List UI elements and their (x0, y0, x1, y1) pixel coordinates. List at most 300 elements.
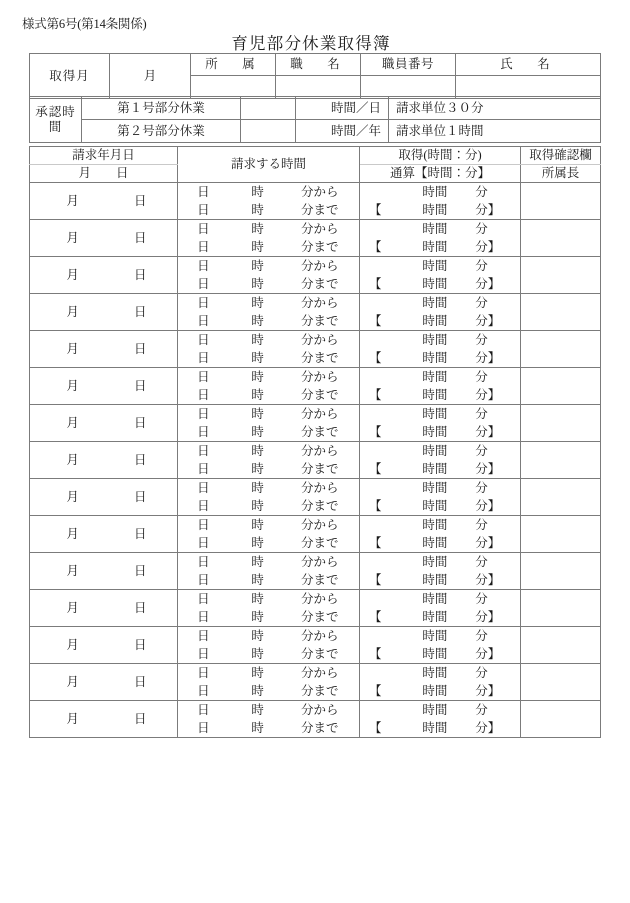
claim-to-day[interactable]: 日 (197, 313, 210, 328)
cell-claim-time-to[interactable] (178, 719, 360, 738)
claim-from-hour[interactable]: 時 (251, 184, 264, 199)
acquired-mins[interactable]: 分 (475, 480, 488, 495)
cell-confirmation[interactable] (521, 627, 601, 664)
cell-claim-time-from[interactable] (178, 294, 360, 313)
total-mins[interactable]: 分】 (475, 239, 501, 254)
claim-to-min[interactable]: 分まで (301, 646, 339, 661)
claim-to-hour[interactable]: 時 (251, 350, 264, 365)
claim-from-day[interactable]: 日 (197, 369, 210, 384)
total-mins[interactable]: 分】 (475, 535, 501, 550)
cell-acquired-time[interactable] (360, 331, 521, 350)
cell-total-time[interactable] (360, 349, 521, 368)
cell-confirmation[interactable] (521, 590, 601, 627)
cell-acquired-time[interactable] (360, 627, 521, 646)
claim-date-month: 月 (66, 711, 79, 726)
claim-to-hour[interactable]: 時 (251, 498, 264, 513)
total-bracket-open: 【 (369, 424, 382, 439)
claim-from-day[interactable]: 日 (197, 591, 210, 606)
acquired-hours[interactable]: 時間 (422, 517, 448, 532)
total-mins[interactable]: 分】 (475, 350, 501, 365)
cell-claim-time-from[interactable] (178, 442, 360, 461)
cell-claim-date[interactable] (30, 516, 178, 553)
claim-from-hour[interactable]: 時 (251, 554, 264, 569)
claim-to-day[interactable]: 日 (197, 387, 210, 402)
total-bracket-open: 【 (369, 313, 382, 328)
total-bracket-open: 【 (369, 535, 382, 550)
acquired-hours[interactable]: 時間 (422, 258, 448, 273)
claim-to-day[interactable]: 日 (197, 572, 210, 587)
claim-date-day: 日 (133, 526, 147, 541)
cell-claim-date[interactable] (30, 294, 178, 331)
cell-total-time[interactable] (360, 423, 521, 442)
claim-date-day: 日 (133, 489, 147, 504)
cell-total-time[interactable] (360, 275, 521, 294)
table-row (30, 664, 601, 683)
approval-type2-per-label: 時間／年 (296, 120, 389, 143)
total-hours[interactable]: 時間 (422, 387, 448, 402)
claim-from-day[interactable]: 日 (197, 221, 210, 236)
total-mins[interactable]: 分】 (475, 609, 501, 624)
claim-date-month: 月 (66, 452, 79, 467)
cell-total-time[interactable] (360, 386, 521, 405)
claim-to-min[interactable]: 分まで (301, 572, 339, 587)
cell-total-time[interactable] (360, 312, 521, 331)
total-hours[interactable]: 時間 (422, 461, 448, 476)
cell-confirmation[interactable] (521, 516, 601, 553)
acquired-mins[interactable]: 分 (475, 443, 488, 458)
claim-from-day[interactable]: 日 (197, 443, 210, 458)
claim-to-hour[interactable]: 時 (251, 720, 264, 735)
claim-from-hour[interactable]: 時 (251, 480, 264, 495)
cell-claim-date[interactable] (30, 627, 178, 664)
table-row (30, 701, 601, 720)
claim-to-min[interactable]: 分まで (301, 350, 339, 365)
cell-total-time[interactable] (360, 571, 521, 590)
acquired-mins[interactable]: 分 (475, 184, 488, 199)
header-confirm: 取得確認欄 (521, 147, 601, 165)
approval-type1-unit-label: 請求単位３０分 (389, 97, 601, 120)
acquired-hours[interactable]: 時間 (422, 295, 448, 310)
claim-from-hour[interactable]: 時 (251, 665, 264, 680)
claim-date-month: 月 (66, 600, 79, 615)
cell-acquired-time[interactable] (360, 257, 521, 276)
cell-claim-date[interactable] (30, 479, 178, 516)
acquired-hours[interactable]: 時間 (422, 332, 448, 347)
cell-claim-date[interactable] (30, 590, 178, 627)
total-hours[interactable]: 時間 (422, 313, 448, 328)
claim-date-day: 日 (133, 637, 147, 652)
cell-claim-time-from[interactable] (178, 257, 360, 276)
claim-date-month: 月 (66, 637, 79, 652)
cell-claim-date[interactable] (30, 405, 178, 442)
total-bracket-open: 【 (369, 572, 382, 587)
header-acquired-sub: 通算【時間：分】 (360, 165, 521, 183)
claim-from-hour[interactable]: 時 (251, 369, 264, 384)
acquired-hours[interactable]: 時間 (422, 406, 448, 421)
total-hours[interactable]: 時間 (422, 276, 448, 291)
cell-claim-time-from[interactable] (178, 516, 360, 535)
acquired-hours[interactable]: 時間 (422, 665, 448, 680)
cell-claim-date[interactable] (30, 220, 178, 257)
claim-date-day: 日 (133, 193, 147, 208)
acquired-hours[interactable]: 時間 (422, 480, 448, 495)
acquired-mins[interactable]: 分 (475, 295, 488, 310)
claim-from-hour[interactable]: 時 (251, 591, 264, 606)
cell-acquired-time[interactable] (360, 405, 521, 424)
approval-type2-amount[interactable] (241, 120, 296, 143)
claim-from-day[interactable]: 日 (197, 184, 210, 199)
table-row (30, 590, 601, 609)
cell-total-time[interactable] (360, 534, 521, 553)
acquired-mins[interactable]: 分 (475, 221, 488, 236)
cell-acquired-time[interactable] (360, 294, 521, 313)
claim-to-hour[interactable]: 時 (251, 239, 264, 254)
cell-acquired-time[interactable] (360, 220, 521, 239)
cell-confirmation[interactable] (521, 553, 601, 590)
cell-claim-date[interactable] (30, 442, 178, 479)
acquired-mins[interactable]: 分 (475, 258, 488, 273)
claim-from-min[interactable]: 分から (301, 258, 339, 273)
claim-from-min[interactable]: 分から (301, 406, 339, 421)
cell-claim-date[interactable] (30, 368, 178, 405)
claim-to-day[interactable]: 日 (197, 239, 210, 254)
cell-total-time[interactable] (360, 682, 521, 701)
acquired-hours[interactable]: 時間 (422, 221, 448, 236)
claim-date-day: 日 (133, 674, 147, 689)
cell-claim-time-to[interactable] (178, 423, 360, 442)
total-mins[interactable]: 分】 (475, 646, 501, 661)
cell-acquired-time[interactable] (360, 516, 521, 535)
claim-to-hour[interactable]: 時 (251, 572, 264, 587)
cell-total-time[interactable] (360, 238, 521, 257)
claim-from-hour[interactable]: 時 (251, 332, 264, 347)
total-bracket-open: 【 (369, 239, 382, 254)
claim-from-day[interactable]: 日 (197, 406, 210, 421)
identification-header-row (30, 54, 601, 76)
claim-from-min[interactable]: 分から (301, 665, 339, 680)
cell-acquired-time[interactable] (360, 664, 521, 683)
cell-claim-time-to[interactable] (178, 201, 360, 220)
claim-to-hour[interactable]: 時 (251, 202, 264, 217)
claim-to-min[interactable]: 分まで (301, 683, 339, 698)
total-mins[interactable]: 分】 (475, 424, 501, 439)
table-row (30, 257, 601, 276)
column-header-affiliation: 所 属 (191, 54, 276, 76)
acquired-mins[interactable]: 分 (475, 591, 488, 606)
claim-from-min[interactable]: 分から (301, 517, 339, 532)
cell-claim-time-from[interactable] (178, 479, 360, 498)
table-row (30, 627, 601, 646)
claim-to-day[interactable]: 日 (197, 202, 210, 217)
cell-acquired-time[interactable] (360, 701, 521, 720)
claim-from-min[interactable]: 分から (301, 702, 339, 717)
claim-to-day[interactable]: 日 (197, 276, 210, 291)
total-mins[interactable]: 分】 (475, 387, 501, 402)
claim-from-min[interactable]: 分から (301, 591, 339, 606)
claim-to-min[interactable]: 分まで (301, 535, 339, 550)
cell-claim-time-from[interactable] (178, 405, 360, 424)
total-hours[interactable]: 時間 (422, 239, 448, 254)
cell-claim-time-from[interactable] (178, 701, 360, 720)
cell-claim-time-to[interactable] (178, 349, 360, 368)
claim-from-min[interactable]: 分から (301, 480, 339, 495)
claim-from-hour[interactable]: 時 (251, 443, 264, 458)
claim-date-month: 月 (66, 230, 79, 245)
claim-to-hour[interactable]: 時 (251, 276, 264, 291)
claim-from-min[interactable]: 分から (301, 443, 339, 458)
acquired-hours[interactable]: 時間 (422, 628, 448, 643)
claim-to-hour[interactable]: 時 (251, 461, 264, 476)
cell-confirmation[interactable] (521, 257, 601, 294)
cell-claim-time-to[interactable] (178, 497, 360, 516)
claim-from-day[interactable]: 日 (197, 554, 210, 569)
acquired-hours[interactable]: 時間 (422, 702, 448, 717)
approval-type1-amount[interactable] (241, 97, 296, 120)
claim-from-min[interactable]: 分から (301, 332, 339, 347)
column-header-jobtitle: 職 名 (276, 54, 361, 76)
claim-to-day[interactable]: 日 (197, 720, 210, 735)
cell-confirmation[interactable] (521, 479, 601, 516)
claim-to-day[interactable]: 日 (197, 350, 210, 365)
claim-to-min[interactable]: 分まで (301, 276, 339, 291)
total-hours[interactable]: 時間 (422, 350, 448, 365)
claim-from-day[interactable]: 日 (197, 295, 210, 310)
cell-claim-date[interactable] (30, 664, 178, 701)
claim-to-day[interactable]: 日 (197, 461, 210, 476)
cell-claim-time-from[interactable] (178, 553, 360, 572)
page-title-text: 育児部分休業取得簿 (231, 34, 391, 53)
total-mins[interactable]: 分】 (475, 572, 501, 587)
claim-from-hour[interactable]: 時 (251, 628, 264, 643)
acquired-mins[interactable]: 分 (475, 665, 488, 680)
total-mins[interactable]: 分】 (475, 461, 501, 476)
acquisition-month-label: 取得月 (30, 54, 110, 99)
cell-claim-time-to[interactable] (178, 312, 360, 331)
cell-confirmation[interactable] (521, 294, 601, 331)
cell-claim-time-to[interactable] (178, 645, 360, 664)
cell-claim-time-from[interactable] (178, 331, 360, 350)
cell-claim-time-from[interactable] (178, 590, 360, 609)
total-bracket-open: 【 (369, 720, 382, 735)
cell-claim-time-to[interactable] (178, 460, 360, 479)
total-bracket-open: 【 (369, 461, 382, 476)
total-bracket-open: 【 (369, 498, 382, 513)
claim-to-hour[interactable]: 時 (251, 535, 264, 550)
claim-from-day[interactable]: 日 (197, 665, 210, 680)
total-mins[interactable]: 分】 (475, 276, 501, 291)
claim-from-min[interactable]: 分から (301, 554, 339, 569)
cell-claim-time-to[interactable] (178, 534, 360, 553)
cell-acquired-time[interactable] (360, 442, 521, 461)
approval-row-type2 (30, 120, 601, 143)
cell-acquired-time[interactable] (360, 368, 521, 387)
cell-claim-time-to[interactable] (178, 238, 360, 257)
claim-date-day: 日 (133, 304, 147, 319)
acquired-mins[interactable]: 分 (475, 332, 488, 347)
claim-to-min[interactable]: 分まで (301, 609, 339, 624)
record-header-row-1 (30, 147, 601, 165)
claim-date-month: 月 (66, 415, 79, 430)
cell-claim-date[interactable] (30, 701, 178, 738)
total-mins[interactable]: 分】 (475, 683, 501, 698)
claim-to-min[interactable]: 分まで (301, 461, 339, 476)
cell-claim-time-from[interactable] (178, 183, 360, 202)
total-mins[interactable]: 分】 (475, 313, 501, 328)
cell-claim-time-to[interactable] (178, 386, 360, 405)
cell-confirmation[interactable] (521, 220, 601, 257)
cell-claim-date[interactable] (30, 553, 178, 590)
acquired-hours[interactable]: 時間 (422, 443, 448, 458)
cell-acquired-time[interactable] (360, 590, 521, 609)
cell-confirmation[interactable] (521, 442, 601, 479)
claim-to-day[interactable]: 日 (197, 424, 210, 439)
claim-to-hour[interactable]: 時 (251, 313, 264, 328)
acquired-mins[interactable]: 分 (475, 406, 488, 421)
cell-confirmation[interactable] (521, 664, 601, 701)
cell-acquired-time[interactable] (360, 183, 521, 202)
cell-claim-time-from[interactable] (178, 220, 360, 239)
total-bracket-open: 【 (369, 276, 382, 291)
cell-confirmation[interactable] (521, 405, 601, 442)
cell-claim-time-from[interactable] (178, 627, 360, 646)
claim-from-hour[interactable]: 時 (251, 702, 264, 717)
claim-from-day[interactable]: 日 (197, 480, 210, 495)
claim-to-min[interactable]: 分まで (301, 720, 339, 735)
claim-date-day: 日 (133, 711, 147, 726)
claim-to-hour[interactable]: 時 (251, 387, 264, 402)
claim-to-min[interactable]: 分まで (301, 313, 339, 328)
total-bracket-open: 【 (369, 609, 382, 624)
cell-confirmation[interactable] (521, 331, 601, 368)
claim-to-min[interactable]: 分まで (301, 239, 339, 254)
acquired-mins[interactable]: 分 (475, 628, 488, 643)
claim-from-min[interactable]: 分から (301, 184, 339, 199)
total-hours[interactable]: 時間 (422, 498, 448, 513)
claim-to-min[interactable]: 分まで (301, 387, 339, 402)
claim-from-min[interactable]: 分から (301, 628, 339, 643)
cell-total-time[interactable] (360, 460, 521, 479)
acquired-mins[interactable]: 分 (475, 517, 488, 532)
claim-to-hour[interactable]: 時 (251, 646, 264, 661)
cell-claim-time-from[interactable] (178, 368, 360, 387)
total-mins[interactable]: 分】 (475, 720, 501, 735)
total-bracket-open: 【 (369, 387, 382, 402)
claim-from-min[interactable]: 分から (301, 369, 339, 384)
cell-total-time[interactable] (360, 719, 521, 738)
claim-from-hour[interactable]: 時 (251, 221, 264, 236)
claim-to-day[interactable]: 日 (197, 683, 210, 698)
cell-total-time[interactable] (360, 608, 521, 627)
claim-from-day[interactable]: 日 (197, 628, 210, 643)
approval-row-type1 (30, 97, 601, 120)
approval-type2-label: 第２号部分休業 (82, 120, 241, 143)
table-row (30, 516, 601, 535)
acquired-mins[interactable]: 分 (475, 554, 488, 569)
claim-from-min[interactable]: 分から (301, 221, 339, 236)
cell-acquired-time[interactable] (360, 479, 521, 498)
claim-from-hour[interactable]: 時 (251, 295, 264, 310)
header-claim-date: 請求年月日 (30, 147, 178, 165)
claim-to-hour[interactable]: 時 (251, 683, 264, 698)
cell-claim-date[interactable] (30, 183, 178, 220)
cell-total-time[interactable] (360, 645, 521, 664)
header-acquired: 取得(時間：分) (360, 147, 521, 165)
claim-from-hour[interactable]: 時 (251, 517, 264, 532)
approval-type1-label: 第１号部分休業 (82, 97, 241, 120)
claim-to-min[interactable]: 分まで (301, 202, 339, 217)
claim-from-hour[interactable]: 時 (251, 258, 264, 273)
claim-from-min[interactable]: 分から (301, 295, 339, 310)
acquired-hours[interactable]: 時間 (422, 554, 448, 569)
claim-from-day[interactable]: 日 (197, 258, 210, 273)
cell-total-time[interactable] (360, 497, 521, 516)
claim-to-day[interactable]: 日 (197, 609, 210, 624)
claim-date-day: 日 (133, 230, 147, 245)
header-confirm-sub: 所属長 (521, 165, 601, 183)
claim-from-day[interactable]: 日 (197, 702, 210, 717)
total-hours[interactable]: 時間 (422, 424, 448, 439)
approval-type2-unit-label: 請求単位１時間 (389, 120, 601, 143)
cell-claim-time-to[interactable] (178, 571, 360, 590)
cell-confirmation[interactable] (521, 701, 601, 738)
cell-claim-date[interactable] (30, 257, 178, 294)
claim-date-day: 日 (133, 415, 147, 430)
claim-to-day[interactable]: 日 (197, 646, 210, 661)
total-mins[interactable]: 分】 (475, 202, 501, 217)
claim-to-day[interactable]: 日 (197, 535, 210, 550)
claim-from-day[interactable]: 日 (197, 332, 210, 347)
total-hours[interactable]: 時間 (422, 535, 448, 550)
total-hours[interactable]: 時間 (422, 646, 448, 661)
claim-to-hour[interactable]: 時 (251, 609, 264, 624)
approval-time-label: 承認時間 (30, 97, 82, 143)
total-mins[interactable]: 分】 (475, 498, 501, 513)
claim-to-hour[interactable]: 時 (251, 424, 264, 439)
header-claim-time: 請求する時間 (178, 147, 360, 183)
acquired-hours[interactable]: 時間 (422, 184, 448, 199)
total-hours[interactable]: 時間 (422, 683, 448, 698)
claim-to-min[interactable]: 分まで (301, 424, 339, 439)
acquired-hours[interactable]: 時間 (422, 369, 448, 384)
total-hours[interactable]: 時間 (422, 572, 448, 587)
cell-claim-time-to[interactable] (178, 682, 360, 701)
cell-claim-time-to[interactable] (178, 608, 360, 627)
cell-acquired-time[interactable] (360, 553, 521, 572)
acquired-mins[interactable]: 分 (475, 369, 488, 384)
acquired-mins[interactable]: 分 (475, 702, 488, 717)
claim-to-min[interactable]: 分まで (301, 498, 339, 513)
claim-from-hour[interactable]: 時 (251, 406, 264, 421)
acquisition-month-value[interactable]: 月 (110, 54, 191, 99)
claim-date-day: 日 (133, 600, 147, 615)
total-hours[interactable]: 時間 (422, 609, 448, 624)
table-row (30, 479, 601, 498)
claim-to-day[interactable]: 日 (197, 498, 210, 513)
cell-claim-time-from[interactable] (178, 664, 360, 683)
claim-from-day[interactable]: 日 (197, 517, 210, 532)
total-hours[interactable]: 時間 (422, 202, 448, 217)
total-hours[interactable]: 時間 (422, 720, 448, 735)
approval-type1-per-label: 時間／日 (296, 97, 389, 120)
acquired-hours[interactable]: 時間 (422, 591, 448, 606)
cell-confirmation[interactable] (521, 368, 601, 405)
cell-confirmation[interactable] (521, 183, 601, 220)
total-bracket-open: 【 (369, 683, 382, 698)
cell-claim-date[interactable] (30, 331, 178, 368)
column-header-name: 氏 名 (456, 54, 601, 76)
cell-total-time[interactable] (360, 201, 521, 220)
cell-claim-time-to[interactable] (178, 275, 360, 294)
